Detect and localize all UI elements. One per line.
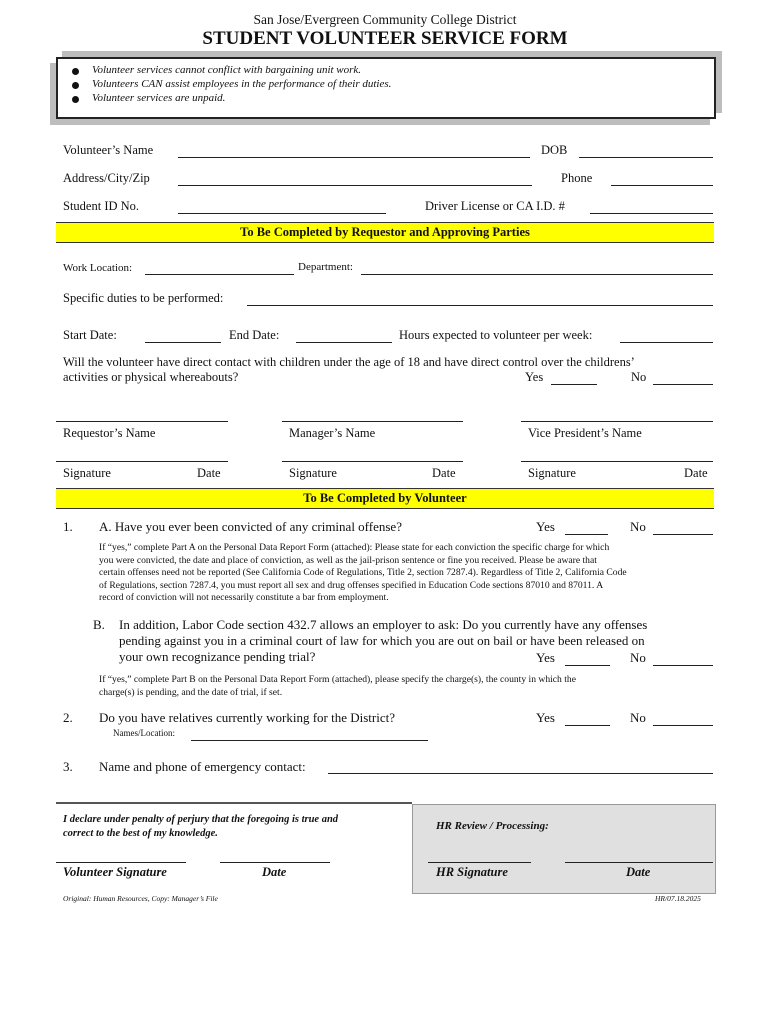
- q2-no-label: No: [630, 710, 646, 725]
- manager-name-label: Manager’s Name: [289, 426, 376, 440]
- q2-yes-label: Yes: [536, 710, 555, 725]
- bullet-icon: [72, 96, 79, 103]
- start-date-field[interactable]: [145, 342, 221, 343]
- q1a-yes-field[interactable]: [565, 534, 608, 535]
- volunteer-name-field[interactable]: [178, 157, 530, 158]
- hours-field[interactable]: [620, 342, 713, 343]
- dob-field[interactable]: [579, 157, 713, 158]
- q1a-no-field[interactable]: [653, 534, 713, 535]
- manager-date-label: Date: [432, 466, 456, 480]
- work-location-label: Work Location:: [63, 262, 133, 274]
- q1a-yes-label: Yes: [536, 519, 555, 534]
- department-field[interactable]: [361, 274, 713, 275]
- phone-label: Phone: [561, 171, 593, 185]
- requestor-name-field[interactable]: [56, 421, 228, 422]
- hours-label: Hours expected to volunteer per week:: [399, 328, 593, 342]
- q1a-note-line: record of conviction will not necessarily constitute a bar from employment.: [99, 592, 389, 604]
- volunteer-date-label: Date: [262, 865, 287, 879]
- children-yes-field[interactable]: [551, 384, 597, 385]
- notice-box: Volunteer services cannot conflict with bargaining unit work. Volunteers CAN assist employees in the performance of their duties. Volunteer services are unpaid.: [56, 57, 716, 119]
- requestor-section-bar: To Be Completed by Requestor and Approving Parties: [56, 222, 714, 243]
- declaration-line: I declare under penalty of perjury that the foregoing is true and: [63, 814, 339, 825]
- q1b-note-line: If “yes,” complete Part B on the Personal Data Report Form (attached), please specify the charge(s), the county in which the: [99, 674, 576, 685]
- bullet-icon: [72, 82, 79, 89]
- duties-label: Specific duties to be performed:: [63, 291, 224, 305]
- volunteer-section-bar: To Be Completed by Volunteer: [56, 488, 714, 509]
- bullet-icon: [72, 68, 79, 75]
- q1a-note-line: certain offenses need not be reported (See California Code of Regulations, Title 2, section 7287.4). Regardless of Title 2, California Code: [99, 567, 627, 579]
- hr-review-label: HR Review / Processing:: [436, 820, 549, 832]
- hr-date-label: Date: [626, 865, 651, 879]
- hr-date-field[interactable]: [565, 862, 713, 863]
- q1a-question: A. Have you ever been convicted of any criminal offense?: [99, 519, 402, 534]
- district-name: San Jose/Evergreen Community College District: [253, 12, 517, 27]
- q1a-no-label: No: [630, 519, 646, 534]
- hr-review-box: [412, 804, 716, 894]
- q1b-no-label: No: [630, 650, 646, 665]
- student-id-label: Student ID No.: [63, 199, 140, 213]
- declaration-divider: [56, 802, 412, 804]
- address-field[interactable]: [178, 185, 532, 186]
- q1b-question-line: pending against you in a criminal court of law for which you are out on bail or have been released on: [119, 633, 645, 648]
- emergency-contact-field[interactable]: [328, 773, 713, 774]
- vp-date-label: Date: [684, 466, 708, 480]
- q2-yes-field[interactable]: [565, 725, 610, 726]
- vp-name-label: Vice President’s Name: [528, 426, 642, 440]
- requestor-date-label: Date: [197, 466, 221, 480]
- hr-signature-label: HR Signature: [436, 865, 508, 879]
- q1a-note: [99, 542, 703, 605]
- address-label: Address/City/Zip: [63, 171, 150, 185]
- vp-name-field[interactable]: [521, 421, 713, 422]
- children-no-label: No: [631, 370, 647, 384]
- q1b-yes-label: Yes: [536, 650, 555, 665]
- phone-field[interactable]: [611, 185, 713, 186]
- form-code: HR/07.18.2025: [655, 894, 701, 903]
- q1a-note-line: If “yes,” complete Part A on the Personal Data Report Form (attached): Please state for each conviction the specific charge for which: [99, 542, 610, 553]
- manager-signature-field[interactable]: [282, 461, 463, 462]
- department-label: Department:: [298, 261, 353, 273]
- q2-question: Do you have relatives currently working for the District?: [99, 710, 396, 725]
- form-title: STUDENT VOLUNTEER SERVICE FORM: [202, 28, 568, 49]
- q2-no-field[interactable]: [653, 725, 713, 726]
- driver-license-label: Driver License or CA I.D. #: [425, 199, 565, 213]
- manager-signature-label: Signature: [289, 466, 337, 480]
- volunteer-signature-label: Volunteer Signature: [63, 865, 167, 879]
- declaration-line: correct to the best of my knowledge.: [63, 828, 218, 839]
- requestor-signature-label: Signature: [63, 466, 111, 480]
- q1b-yes-field[interactable]: [565, 665, 610, 666]
- driver-license-field[interactable]: [590, 213, 713, 214]
- children-question: Will the volunteer have direct contact with children under the age of 18 and have direct control over the childrens’: [63, 355, 635, 369]
- children-question-cont: activities or physical whereabouts?: [63, 370, 239, 384]
- declaration-text: [63, 813, 338, 841]
- volunteer-signature-field[interactable]: [56, 862, 186, 863]
- q3-question: Name and phone of emergency contact:: [99, 759, 306, 774]
- requestor-signature-field[interactable]: [56, 461, 228, 462]
- work-location-field[interactable]: [145, 274, 294, 275]
- q3-number: 3.: [63, 759, 73, 774]
- hr-signature-field[interactable]: [428, 862, 531, 863]
- q2-number: 2.: [63, 710, 73, 725]
- volunteer-date-field[interactable]: [220, 862, 330, 863]
- end-date-label: End Date:: [229, 328, 280, 342]
- q1b-no-field[interactable]: [653, 665, 713, 666]
- volunteer-name-label: Volunteer’s Name: [63, 143, 154, 157]
- vp-signature-field[interactable]: [521, 461, 713, 462]
- q1b-question-line: In addition, Labor Code section 432.7 allows an employer to ask: Do you currently have any offenses: [119, 617, 648, 632]
- q1a-note-line: of Regulations, section 7287.4, you must report all sex and drug offenses specified in Education Code sections 87010 and 87011. A: [99, 579, 604, 591]
- start-date-label: Start Date:: [63, 328, 117, 342]
- names-location-label: Names/Location:: [113, 728, 175, 738]
- q1b-question-line: your own recognizance pending trial?: [119, 649, 316, 664]
- dob-label: DOB: [541, 143, 568, 157]
- q1-number: 1.: [63, 519, 73, 534]
- children-no-field[interactable]: [653, 384, 713, 385]
- end-date-field[interactable]: [296, 342, 392, 343]
- names-location-field[interactable]: [191, 740, 428, 741]
- student-id-field[interactable]: [178, 213, 386, 214]
- distribution-note: Original: Human Resources, Copy: Manager’s File: [63, 894, 218, 903]
- manager-name-field[interactable]: [282, 421, 463, 422]
- duties-field[interactable]: [247, 305, 713, 306]
- q1b-note-line: charge(s) is pending, and the date of trial, if set.: [99, 686, 283, 698]
- q1b-question: [119, 617, 647, 665]
- q1b-letter: B.: [93, 617, 105, 632]
- requestor-name-label: Requestor’s Name: [63, 426, 156, 440]
- q1b-note: [99, 674, 576, 699]
- children-yes-label: Yes: [525, 370, 544, 384]
- vp-signature-label: Signature: [528, 466, 576, 480]
- q1a-note-line: you were convicted, the date and place of conviction, as well as the jail-prison sentence or fine you received. Please be aware that: [99, 554, 597, 566]
